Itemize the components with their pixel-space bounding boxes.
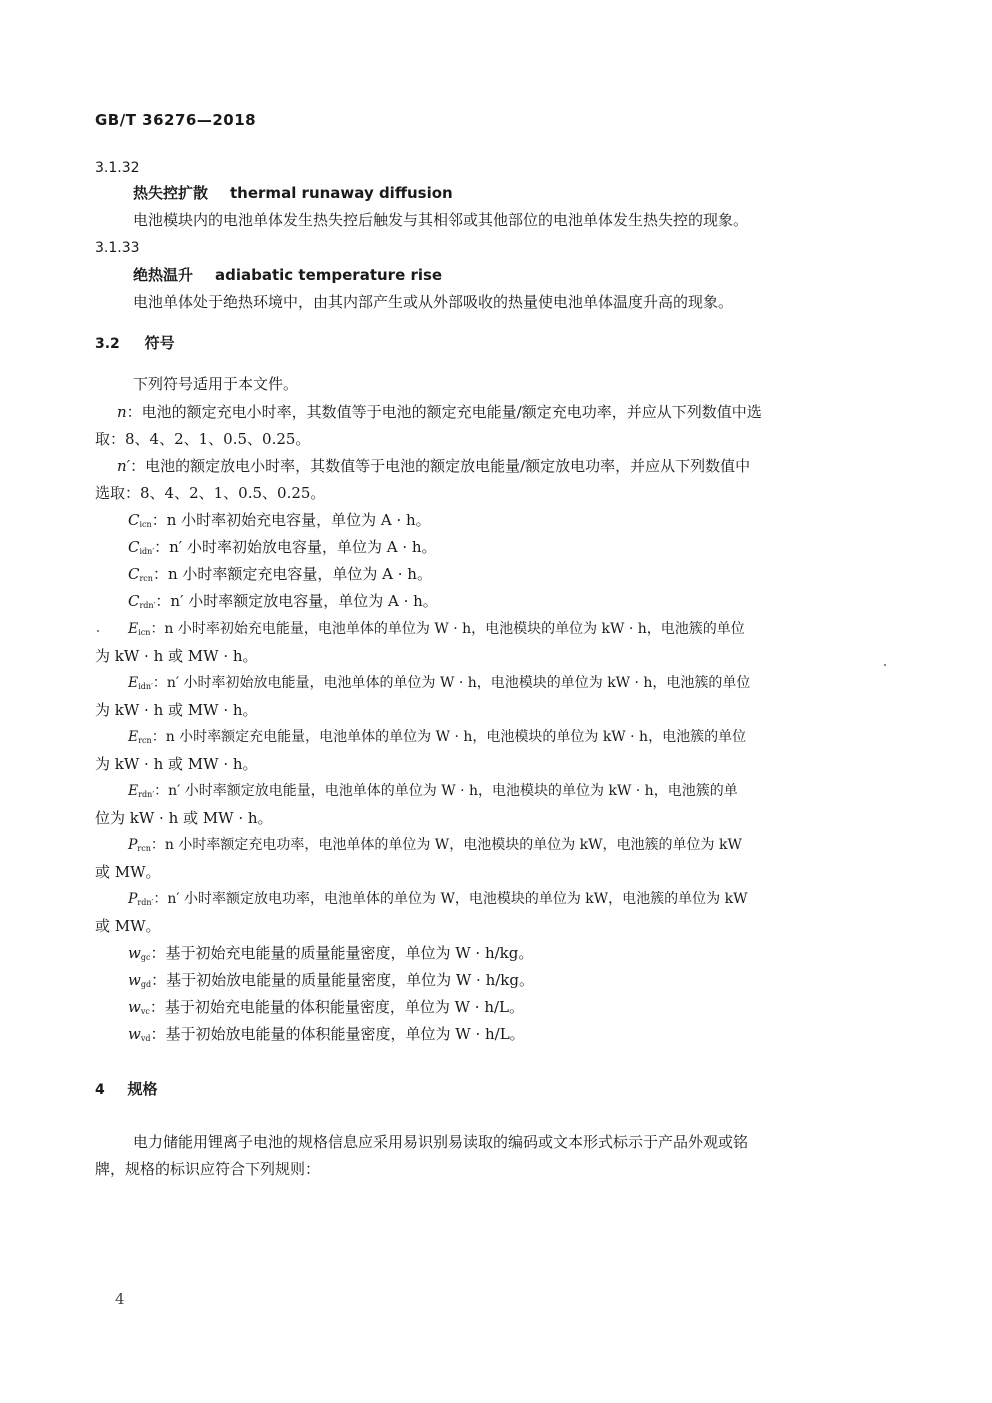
- symbol: w: [128, 1025, 141, 1043]
- symbol-e-rdn-line2: 位为 kW · h 或 MW · h。: [95, 809, 273, 827]
- symbol: w: [128, 944, 141, 962]
- term-english: thermal runaway diffusion: [230, 184, 453, 202]
- symbol-subscript: icn: [139, 520, 152, 529]
- symbol: C: [128, 538, 140, 556]
- symbol-subscript: vd: [140, 1034, 151, 1043]
- symbol-subscript: rdn′: [139, 601, 156, 610]
- symbol-description: ：基于初始充电能量的体积能量密度，单位为 W · h/L。: [149, 998, 525, 1016]
- page-number: 4: [115, 1290, 125, 1308]
- symbol-subscript: rcn: [139, 574, 153, 583]
- symbol: P: [128, 891, 138, 907]
- term-english: adiabatic temperature rise: [215, 266, 443, 284]
- symbol-subscript: rdn′: [138, 790, 155, 799]
- symbol-e-idn-line1: [128, 673, 750, 697]
- symbol-description: ：n 小时率额定充电功率，电池单体的单位为 W，电池模块的单位为 kW，电池簇的单位为 kW: [150, 837, 742, 853]
- symbol-subscript: icn: [138, 628, 151, 637]
- symbol-description: ：n′ 小时率额定放电容量，单位为 A · h。: [155, 592, 438, 610]
- symbol: w: [128, 998, 141, 1016]
- section-title: 符号: [144, 334, 175, 352]
- symbol-n-prime-line1: [117, 456, 750, 476]
- term-chinese: 热失控扩散: [133, 184, 209, 202]
- symbol: E: [128, 729, 139, 745]
- symbol-n-prime-line2: 选取：8、4、2、1、0.5、0.25。: [95, 484, 326, 502]
- symbol-w-gd: [128, 970, 534, 995]
- symbol-c-icn: [128, 510, 431, 535]
- paragraph-line: 电力储能用锂离子电池的规格信息应采用易识别易读取的编码或文本形式标示于产品外观或铭: [133, 1133, 749, 1151]
- symbol-description: ：电池的额定放电小时率，其数值等于电池的额定放电能量/额定放电功率，并应从下列数值中: [130, 457, 751, 475]
- symbol-subscript: vc: [140, 1007, 150, 1016]
- symbol-subscript: rcn: [137, 844, 151, 853]
- symbol-e-rcn-line2: 为 kW · h 或 MW · h。: [95, 755, 258, 773]
- scan-speck: [884, 664, 886, 666]
- symbol-subscript: gc: [140, 953, 151, 962]
- term-heading: [133, 183, 453, 203]
- symbol-subscript: idn′: [139, 547, 155, 556]
- symbol: C: [128, 592, 140, 610]
- symbol-subscript: rcn: [138, 736, 152, 745]
- symbol-w-vc: [128, 997, 524, 1022]
- symbol-description: ：基于初始充电能量的质量能量密度，单位为 W · h/kg。: [150, 944, 534, 962]
- symbol: E: [128, 675, 139, 691]
- symbol-description: ：n′ 小时率额定放电功率，电池单体的单位为 W，电池模块的单位为 kW，电池簇的单位为 kW: [153, 891, 748, 907]
- symbols-intro: 下列符号适用于本文件。: [133, 375, 299, 393]
- symbol-e-rcn-line1: [128, 727, 746, 751]
- symbol-p-rdn-line2: 或 MW。: [95, 917, 161, 935]
- term-heading: [133, 265, 442, 285]
- symbol-description: ：n′ 小时率初始放电容量，单位为 A · h。: [154, 538, 437, 556]
- symbol-subscript: gd: [140, 980, 152, 989]
- symbol-description: ：n 小时率初始充电能量，电池单体的单位为 W · h，电池模块的单位为 kW · h，电池簇的单位: [150, 621, 745, 637]
- symbol-subscript: idn′: [138, 682, 153, 691]
- term-definition: 电池单体处于绝热环境中，由其内部产生或从外部吸收的热量使电池单体温度升高的现象。: [133, 293, 734, 311]
- section-number: 4: [95, 1082, 105, 1098]
- section-heading: [95, 333, 175, 354]
- section-heading: [95, 1079, 158, 1100]
- section-title: 规格: [127, 1080, 158, 1098]
- symbol-subscript: rdn′: [137, 898, 154, 907]
- symbol-p-rcn-line1: [128, 835, 742, 859]
- symbol: E: [128, 621, 139, 637]
- symbol: E: [128, 783, 139, 799]
- symbol-e-icn-line1: [128, 619, 745, 643]
- term-chinese: 绝热温升: [133, 266, 194, 284]
- paragraph-line: 牌，规格的标识应符合下列规则：: [95, 1160, 321, 1178]
- symbol: w: [128, 971, 141, 989]
- symbol-description: ：n′ 小时率初始放电能量，电池单体的单位为 W · h，电池模块的单位为 kW · h，电池簇的单位: [152, 675, 751, 691]
- symbol: C: [128, 511, 140, 529]
- symbol-p-rdn-line1: [128, 889, 747, 913]
- symbol-p-rcn-line2: 或 MW。: [95, 863, 161, 881]
- symbol-c-idn: [128, 537, 437, 562]
- symbol: C: [128, 565, 140, 583]
- symbol-e-rdn-line1: [128, 781, 738, 805]
- symbol-description: ：n 小时率额定充电容量，单位为 A · h。: [152, 565, 432, 583]
- section-number: 3.2: [95, 336, 120, 352]
- standard-number: GB/T 36276—2018: [95, 111, 257, 129]
- symbol-e-idn-line2: 为 kW · h 或 MW · h。: [95, 701, 258, 719]
- symbol-n-line1: [117, 402, 762, 422]
- term-definition: 电池模块内的电池单体发生热失控后触发与其相邻或其他部位的电池单体发生热失控的现象。: [133, 211, 749, 229]
- symbol-description: ：基于初始放电能量的质量能量密度，单位为 W · h/kg。: [151, 971, 534, 989]
- symbol-c-rcn: [128, 564, 432, 589]
- clause-number: 3.1.33: [95, 240, 140, 256]
- symbol-description: ：n 小时率额定充电能量，电池单体的单位为 W · h，电池模块的单位为 kW · h，电池簇的单位: [151, 729, 747, 745]
- symbol-description: ：电池的额定充电小时率，其数值等于电池的额定充电能量/额定充电功率，并应从下列数值中选: [126, 403, 762, 421]
- symbol-n-line2: 取：8、4、2、1、0.5、0.25。: [95, 430, 311, 448]
- symbol-w-gc: [128, 943, 533, 968]
- clause-number: 3.1.32: [95, 160, 140, 176]
- symbol-e-icn-line2: 为 kW · h 或 MW · h。: [95, 647, 258, 665]
- symbol-c-rdn: [128, 591, 438, 616]
- symbol-w-vd: [128, 1024, 525, 1049]
- scan-speck: [97, 630, 99, 632]
- symbol-description: ：基于初始放电能量的体积能量密度，单位为 W · h/L。: [150, 1025, 525, 1043]
- symbol: n′: [117, 457, 131, 475]
- symbol-description: ：n′ 小时率额定放电能量，电池单体的单位为 W · h，电池模块的单位为 kW · h，电池簇的单: [154, 783, 738, 799]
- symbol-description: ：n 小时率初始充电容量，单位为 A · h。: [151, 511, 431, 529]
- symbol: P: [128, 837, 138, 853]
- symbol: n: [117, 403, 127, 421]
